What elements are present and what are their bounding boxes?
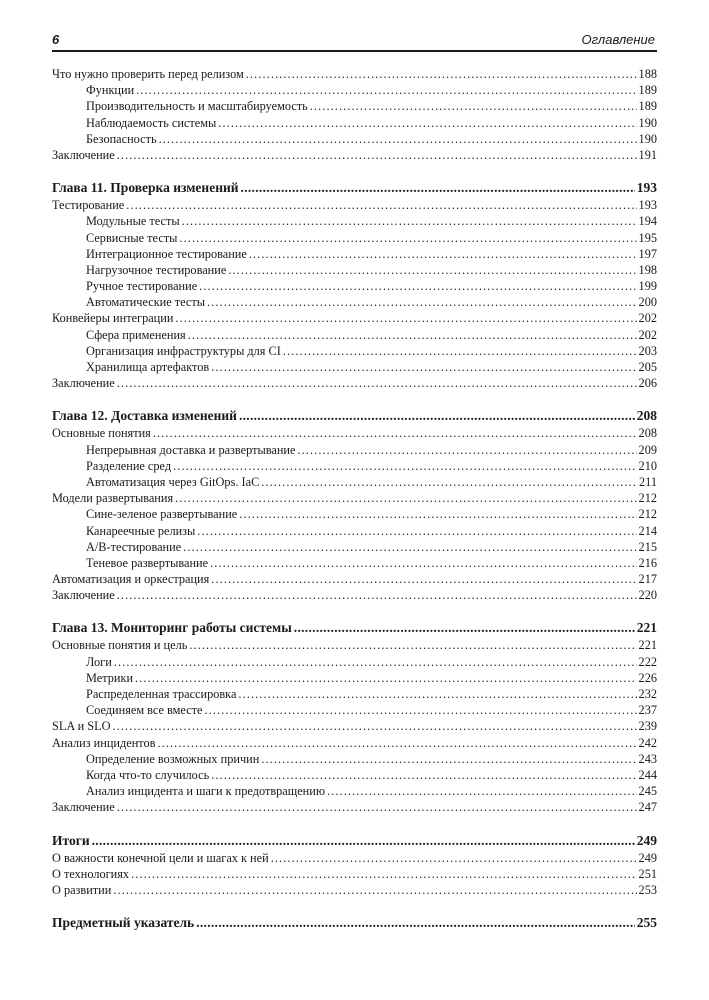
toc-subsection-entry[interactable]: [52, 131, 657, 147]
dot-leader: [211, 359, 636, 375]
toc-section-entry[interactable]: [52, 310, 657, 326]
toc-entry-page: 193: [636, 180, 657, 196]
toc-entry-title: Глава 11. Проверка изменений: [52, 180, 239, 196]
toc-entry-title: Распределенная трассировка: [86, 687, 237, 701]
toc-entry-title: Теневое развертывание: [86, 555, 209, 570]
dot-leader: [135, 670, 637, 686]
dot-leader: [271, 850, 637, 866]
toc-section-entry[interactable]: [52, 866, 657, 882]
toc-entry-page: 200: [638, 295, 657, 310]
toc-entry-title: Автоматизация через GitOps. IaC: [86, 474, 260, 489]
table-of-contents: [52, 66, 657, 932]
toc-entry-title: Конвейеры интеграции: [52, 311, 174, 326]
toc-entry-title: Функции: [86, 83, 135, 98]
toc-entry-page: 244: [638, 767, 657, 782]
toc-entry-title: SLA и SLO: [52, 719, 111, 734]
toc-entry-title: Что нужно проверить перед релизом: [52, 67, 244, 81]
toc-entry-title: Логи: [86, 654, 112, 669]
toc-entry-title: Заключение: [52, 588, 115, 603]
toc-entry-page: 189: [638, 83, 657, 98]
toc-entry-page: 232: [638, 687, 657, 701]
toc-section-entry[interactable]: [52, 799, 657, 815]
toc-entry-page: 221: [638, 638, 657, 653]
dot-leader: [189, 637, 636, 653]
toc-entry-page: 243: [638, 751, 657, 766]
toc-entry-title: Автоматизация и оркестрация: [52, 572, 210, 587]
toc-entry-page: 190: [638, 131, 657, 146]
toc-entry-page: 197: [638, 246, 657, 261]
dot-leader: [117, 147, 637, 163]
toc-entry-title: Интеграционное тестирование: [86, 246, 247, 261]
dot-leader: [175, 310, 636, 326]
toc-entry-title: Заключение: [52, 376, 115, 391]
dot-leader: [117, 587, 637, 603]
toc-entry-page: 222: [638, 654, 657, 669]
toc-section-entry[interactable]: [52, 718, 657, 734]
toc-section-entry[interactable]: [52, 850, 657, 866]
toc-entry-title: Соединяем все вместе: [86, 703, 203, 718]
toc-subsection-entry[interactable]: [52, 327, 657, 343]
dot-leader: [207, 294, 637, 310]
toc-subsection-entry[interactable]: [52, 751, 657, 767]
dot-leader: [241, 179, 635, 197]
toc-entry-page: 205: [638, 360, 657, 374]
toc-chapter-entry[interactable]: [52, 407, 657, 425]
dot-leader: [210, 555, 636, 571]
page-number: 6: [52, 32, 60, 47]
dot-leader: [196, 914, 635, 932]
dot-leader: [153, 425, 637, 441]
toc-subsection-entry[interactable]: [52, 539, 657, 555]
toc-entry-title: О важности конечной цели и шагах к ней: [52, 850, 269, 865]
toc-entry-page: 208: [638, 426, 657, 441]
toc-section-entry[interactable]: [52, 735, 657, 751]
toc-entry-page: 203: [638, 343, 657, 358]
section-gap: [52, 603, 657, 619]
toc-entry-title: Разделение сред: [86, 458, 172, 473]
toc-entry-title: О развитии: [52, 882, 112, 897]
toc-chapter-entry[interactable]: [52, 179, 657, 197]
dot-leader: [211, 571, 636, 587]
dot-leader: [249, 246, 637, 262]
toc-entry-title: Сфера применения: [86, 327, 186, 342]
dot-leader: [327, 783, 637, 799]
dot-leader: [131, 866, 636, 882]
toc-entry-title: Основные понятия и цель: [52, 638, 188, 653]
dot-leader: [261, 751, 636, 767]
toc-entry-title: Канареечные релизы: [86, 523, 196, 538]
toc-entry-title: A/B-тестирование: [86, 539, 182, 554]
dot-leader: [117, 375, 637, 391]
toc-entry-page: 242: [638, 735, 657, 750]
dot-leader: [183, 539, 636, 555]
dot-leader: [218, 115, 636, 131]
toc-section-entry[interactable]: [52, 637, 657, 653]
toc-entry-page: 249: [636, 832, 657, 848]
dot-leader: [159, 131, 637, 147]
toc-subsection-entry[interactable]: [52, 670, 657, 686]
toc-entry-title: Глава 13. Мониторинг работы системы: [52, 620, 292, 636]
toc-entry-page: 209: [638, 442, 657, 457]
toc-entry-page: 255: [636, 915, 657, 931]
running-title: Оглавление: [581, 32, 655, 47]
toc-section-entry[interactable]: [52, 375, 657, 391]
toc-entry-title: Заключение: [52, 800, 115, 815]
toc-subsection-entry[interactable]: [52, 458, 657, 474]
dot-leader: [157, 735, 636, 751]
toc-subsection-entry[interactable]: [52, 246, 657, 262]
dot-leader: [188, 327, 637, 343]
toc-entry-page: 190: [638, 115, 657, 130]
toc-entry-page: 210: [638, 458, 657, 473]
toc-entry-page: 206: [638, 376, 657, 391]
toc-section-entry[interactable]: [52, 571, 657, 587]
toc-entry-page: 249: [638, 850, 657, 865]
toc-section-entry[interactable]: [52, 197, 657, 213]
toc-entry-page: 202: [638, 327, 657, 342]
toc-entry-page: 239: [638, 719, 657, 734]
toc-entry-title: Основные понятия: [52, 426, 151, 441]
toc-subsection-entry[interactable]: [52, 506, 657, 522]
dot-leader: [246, 66, 637, 82]
toc-entry-page: 212: [638, 507, 657, 522]
toc-entry-title: Метрики: [86, 670, 134, 685]
toc-subsection-entry[interactable]: [52, 686, 657, 702]
toc-subsection-entry[interactable]: [52, 213, 657, 229]
dot-leader: [297, 442, 636, 458]
toc-section-entry[interactable]: [52, 425, 657, 441]
toc-entry-title: Глава 12. Доставка изменений: [52, 408, 237, 424]
toc-entry-page: 202: [638, 311, 657, 326]
toc-subsection-entry[interactable]: [52, 230, 657, 246]
toc-entry-title: Производительность и масштабируемость: [86, 99, 308, 114]
toc-entry-page: 214: [638, 523, 657, 538]
toc-subsection-entry[interactable]: [52, 654, 657, 670]
page-header: [52, 30, 657, 52]
toc-entry-title: О технологиях: [52, 866, 130, 881]
dot-leader: [179, 230, 636, 246]
dot-leader: [197, 523, 636, 539]
toc-section-entry[interactable]: [52, 66, 657, 82]
dot-leader: [239, 407, 635, 425]
toc-subsection-entry[interactable]: [52, 474, 657, 490]
toc-entry-page: 217: [638, 572, 657, 587]
toc-subsection-entry[interactable]: [52, 82, 657, 98]
toc-subsection-entry[interactable]: [52, 767, 657, 783]
toc-entry-page: 221: [636, 620, 657, 636]
toc-entry-title: Определение возможных причин: [86, 751, 260, 766]
dot-leader: [238, 686, 636, 702]
toc-entry-title: Автоматические тесты: [86, 295, 206, 310]
toc-entry-page: 189: [638, 99, 657, 114]
toc-entry-title: Заключение: [52, 147, 115, 162]
toc-subsection-entry[interactable]: [52, 702, 657, 718]
toc-entry-title: Безопасность: [86, 131, 157, 146]
dot-leader: [199, 278, 636, 294]
toc-entry-page: 237: [638, 703, 657, 718]
toc-entry-page: 226: [638, 670, 657, 685]
toc-entry-page: 216: [638, 555, 657, 570]
toc-entry-page: 193: [638, 198, 657, 213]
dot-leader: [136, 82, 636, 98]
toc-entry-page: 220: [638, 588, 657, 603]
dot-leader: [205, 702, 637, 718]
toc-subsection-entry[interactable]: [52, 98, 657, 114]
toc-section-entry[interactable]: [52, 147, 657, 163]
dot-leader: [126, 197, 636, 213]
toc-section-entry[interactable]: [52, 490, 657, 506]
dot-leader: [117, 799, 637, 815]
toc-entry-title: Модели развертывания: [52, 491, 174, 506]
toc-entry-page: 253: [638, 882, 657, 897]
toc-entry-title: Сине-зеленое развертывание: [86, 507, 238, 522]
dot-leader: [173, 458, 636, 474]
toc-entry-title: Анализ инцидентов: [52, 735, 156, 750]
toc-entry-page: 199: [638, 279, 657, 294]
section-gap: [52, 816, 657, 832]
toc-section-entry[interactable]: [52, 882, 657, 898]
toc-entry-title: Организация инфраструктуры для CI: [86, 343, 281, 358]
dot-leader: [114, 654, 637, 670]
dot-leader: [310, 98, 637, 114]
dot-leader: [211, 767, 636, 783]
toc-subsection-entry[interactable]: [52, 523, 657, 539]
toc-entry-page: 194: [638, 214, 657, 229]
toc-entry-title: Тестирование: [52, 198, 125, 213]
toc-entry-page: 191: [638, 147, 657, 162]
dot-leader: [182, 213, 637, 229]
dot-leader: [261, 474, 637, 490]
toc-subsection-entry[interactable]: [52, 783, 657, 799]
toc-entry-page: 251: [638, 866, 657, 881]
toc-chapter-entry[interactable]: [52, 619, 657, 637]
dot-leader: [113, 882, 636, 898]
toc-subsection-entry[interactable]: [52, 359, 657, 375]
dot-leader: [283, 343, 637, 359]
dot-leader: [92, 832, 635, 850]
toc-entry-page: 208: [636, 408, 657, 424]
toc-entry-title: Наблюдаемость системы: [86, 115, 217, 130]
toc-subsection-entry[interactable]: [52, 294, 657, 310]
toc-entry-page: 188: [638, 67, 657, 81]
toc-chapter-entry[interactable]: [52, 914, 657, 932]
section-gap: [52, 391, 657, 407]
toc-entry-title: Сервисные тесты: [86, 230, 178, 245]
toc-entry-page: 215: [638, 539, 657, 554]
toc-entry-page: 195: [638, 230, 657, 245]
dot-leader: [294, 619, 635, 637]
toc-chapter-entry[interactable]: [52, 832, 657, 850]
toc-entry-title: Нагрузочное тестирование: [86, 262, 227, 277]
toc-section-entry[interactable]: [52, 587, 657, 603]
toc-entry-page: 198: [638, 262, 657, 277]
toc-entry-title: Модульные тесты: [86, 214, 180, 229]
toc-subsection-entry[interactable]: [52, 555, 657, 571]
toc-subsection-entry[interactable]: [52, 278, 657, 294]
dot-leader: [175, 490, 636, 506]
toc-subsection-entry[interactable]: [52, 343, 657, 359]
toc-subsection-entry[interactable]: [52, 115, 657, 131]
toc-subsection-entry[interactable]: [52, 262, 657, 278]
toc-subsection-entry[interactable]: [52, 442, 657, 458]
toc-entry-page: 211: [639, 474, 657, 489]
dot-leader: [113, 718, 637, 734]
toc-entry-page: 212: [638, 491, 657, 506]
toc-entry-title: Когда что-то случилось: [86, 767, 210, 782]
toc-entry-title: Анализ инцидента и шаги к предотвращению: [86, 784, 326, 799]
toc-entry-page: 247: [638, 800, 657, 815]
section-gap: [52, 898, 657, 914]
toc-entry-title: Итоги: [52, 832, 90, 848]
toc-entry-page: 245: [638, 784, 657, 799]
toc-entry-title: Ручное тестирование: [86, 279, 198, 294]
dot-leader: [239, 506, 636, 522]
toc-entry-title: Предметный указатель: [52, 915, 195, 931]
section-gap: [52, 163, 657, 179]
dot-leader: [228, 262, 636, 278]
toc-entry-title: Хранилища артефактов: [86, 360, 210, 374]
toc-entry-title: Непрерывная доставка и развертывание: [86, 442, 296, 457]
